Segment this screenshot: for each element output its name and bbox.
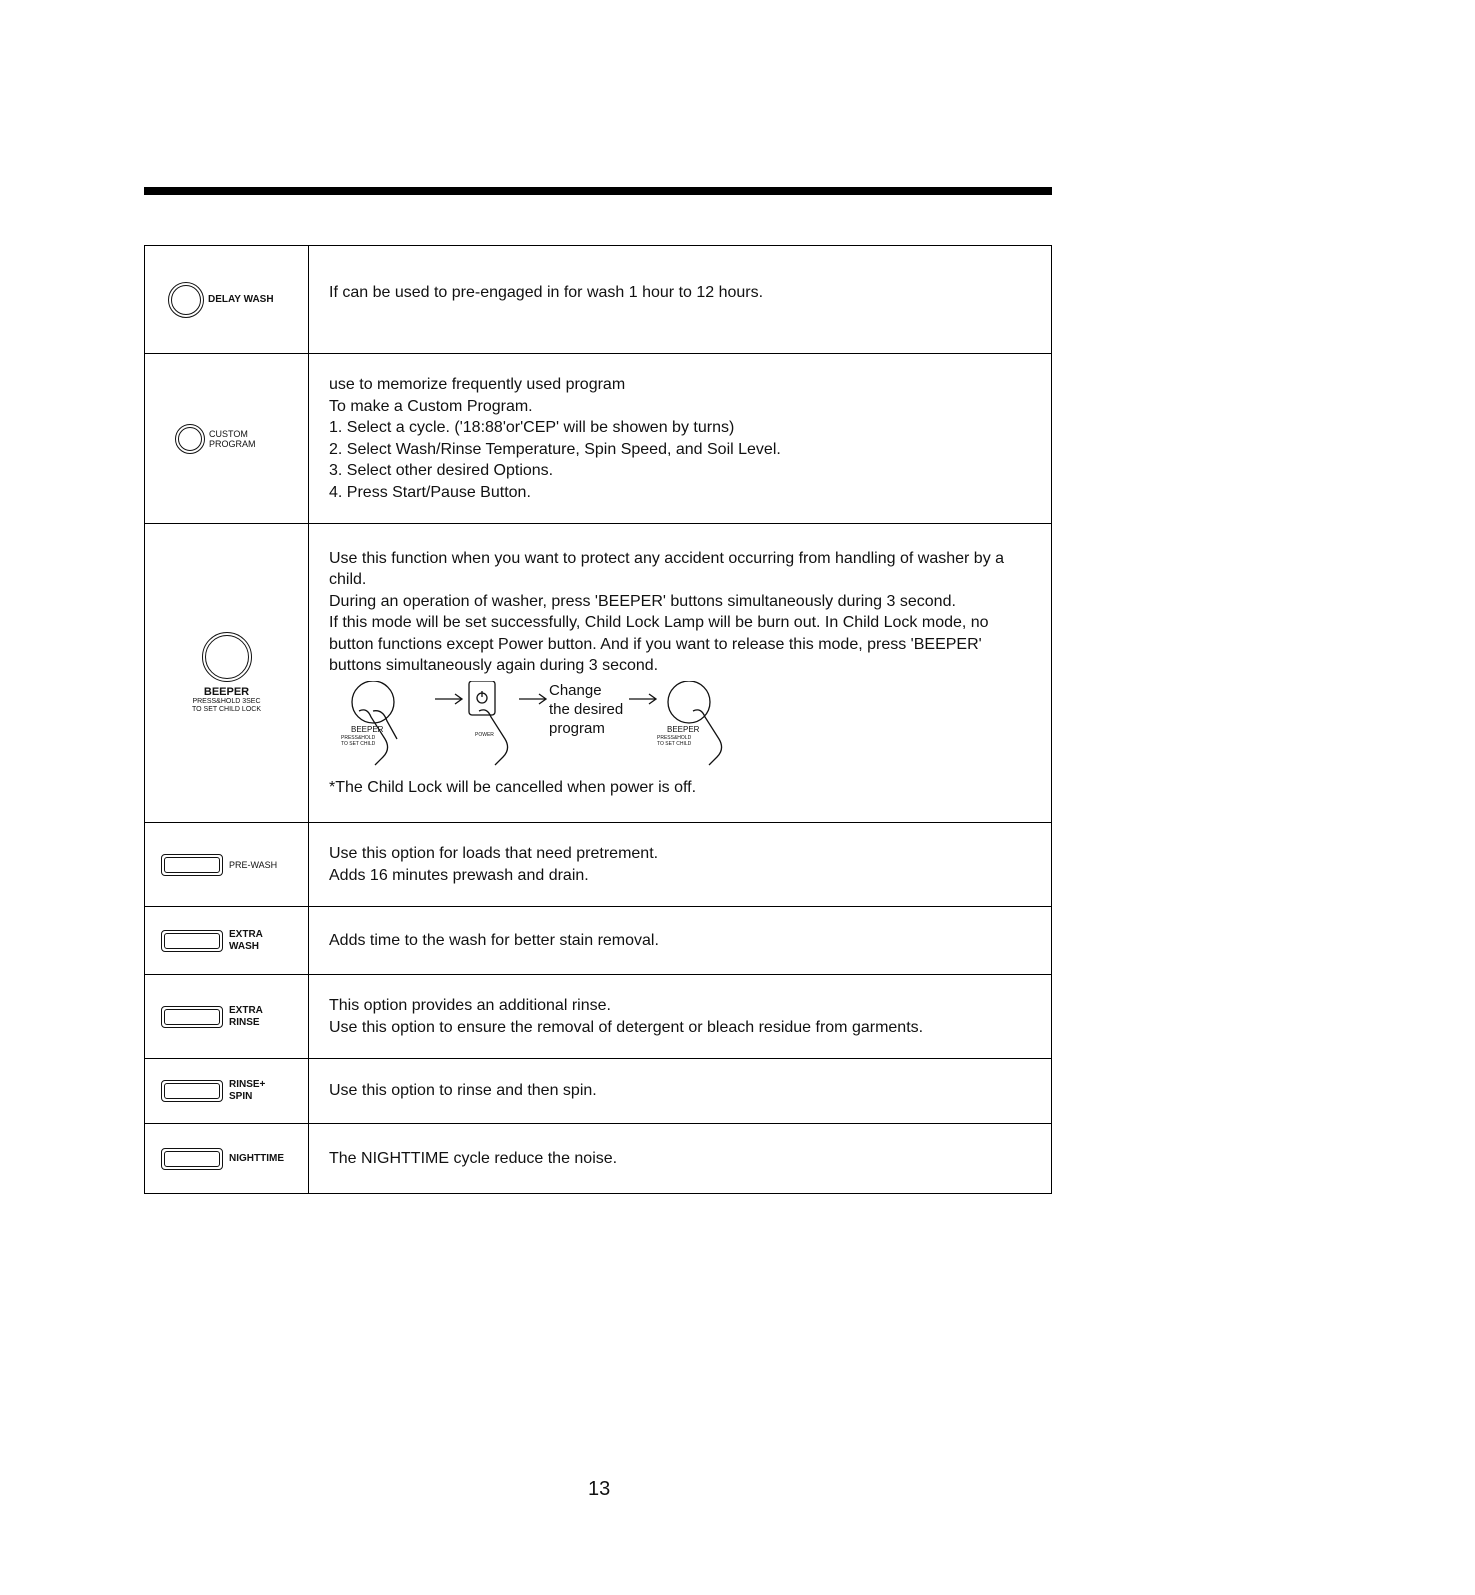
description-line: During an operation of washer, press 'BEEPER' buttons simultaneously during 3 second. [329,592,956,610]
step-text: Change [549,681,602,699]
description-line: Adds 16 minutes prewash and drain. [329,866,589,884]
description-line: Use this function when you want to protect any accident occurring from handling of washer by a [329,549,1005,567]
description-line: Use this option to ensure the removal of detergent or bleach residue from garments. [329,1018,924,1036]
description-line: 3. Select other desired Options. [329,462,554,479]
description-line: 4. Press Start/Pause Button. [329,483,531,501]
table-row [145,975,1052,1059]
description-line: The NIGHTTIME cycle reduce the noise. [329,1149,618,1167]
step-button-sub: PRESS&HOLD [341,734,376,741]
description-line: Adds time to the wash for better stain removal. [329,931,659,949]
child-lock-note: *The Child Lock will be cancelled when power is off. [329,778,697,796]
icon-label: EXTRA [229,1004,263,1016]
description-line: To make a Custom Program. [329,397,533,415]
icon-label: PRE-WASH [229,859,278,870]
icon-label: RINSE+ [229,1079,266,1090]
step-power-label: POWER [475,731,494,738]
pre-wash-button-icon [161,854,223,876]
table-row [145,354,1052,524]
icon-label: CUSTOM [209,428,248,439]
description-line: If this mode will be set successfully, Child Lock Lamp will be burn out. In Child Lock mode, no [329,614,989,632]
table-row [145,246,1052,354]
icon-label: TO SET CHILD LOCK [192,706,261,713]
icon-label: PROGRAM [209,438,256,449]
description-line: Use this option for loads that need pretrement. [329,845,659,862]
delay-wash-button-icon [168,282,204,318]
extra-wash-button-icon [161,930,223,952]
beeper-step-icon [668,681,710,723]
description-line: This option provides an additional rinse. [329,997,611,1014]
description-line: If can be used to pre-engaged in for wash 1 hour to 12 hours. [329,283,764,301]
description-line: use to memorize frequently used program [329,376,626,393]
nighttime-button-icon [161,1148,223,1170]
arrow-icon [629,694,656,704]
table-row [145,1059,1052,1124]
table-row [145,1124,1052,1194]
child-lock-steps-illustration [329,681,1035,773]
step-button-sub: TO SET CHILD [657,740,692,747]
description-line: Use this option to rinse and then spin. [329,1082,597,1100]
description-line: 1. Select a cycle. ('18:88'or'CEP' will be showen by turns) [329,419,735,436]
page-number: 13 [588,1478,611,1500]
icon-label: SPIN [229,1091,253,1102]
beeper-button-icon [202,632,252,682]
description-line: buttons simultaneously again during 3 second. [329,657,659,675]
table-row [145,823,1052,907]
step-button-label: BEEPER [351,724,384,734]
options-table [144,245,1052,1194]
icon-label: DELAY WASH [208,293,274,305]
custom-program-button-icon [175,424,205,454]
icon-label: WASH [229,940,259,952]
header-rule [144,187,1052,195]
beeper-step-icon [352,681,394,723]
icon-label: NIGHTTIME [229,1152,284,1164]
table-row [145,524,1052,823]
description-line: button functions except Power button. And if you want to release this mode, press 'BEEPER' [329,635,982,653]
hand-icon [693,710,722,765]
step-button-label: BEEPER [667,724,700,734]
icon-label: PRESS&HOLD 3SEC [192,698,261,705]
step-text: the desired [549,700,624,718]
step-button-sub: TO SET CHILD [341,740,376,747]
description-line: 2. Select Wash/Rinse Temperature, Spin Speed, and Soil Level. [329,440,781,458]
table-row [145,907,1052,975]
description-line: child. [329,571,367,589]
arrow-icon [519,694,546,704]
step-button-sub: PRESS&HOLD [657,734,692,741]
icon-label: BEEPER [203,686,250,698]
step-text: program [549,719,605,737]
arrow-icon [435,694,462,704]
extra-rinse-button-icon [161,1006,223,1028]
rinse-spin-button-icon [161,1080,223,1102]
icon-label: EXTRA [229,928,263,940]
icon-label: RINSE [229,1016,260,1028]
